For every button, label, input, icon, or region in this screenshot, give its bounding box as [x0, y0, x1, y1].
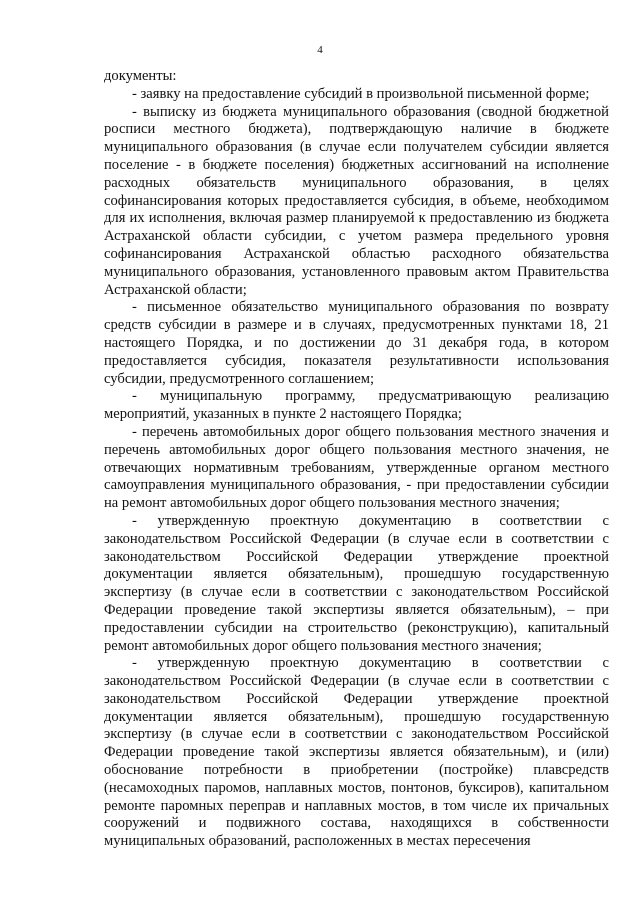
- list-item-project-documentation-ferries: - утвержденную проектную документацию в соответствии с законодательством Российской Федерации (в случае если в соответствии с законодательством Российской Федерации утверждение проектной документации является обязательным), прошедшую государственную экспертизу (в случае если в соответствии с законодательством Российской Федерации проведение такой экспертизы является обязательным), и (или) обоснование потребности в приобретении (постройке) плавсредств (несамоходных паромов, наплавных мостов, понтонов, буксиров), капитальном ремонте паромных переправ и наплавных мостов, в том числе их причальных сооружений и подвижного состава, находящихся в собственности муниципальных образований, расположенных в местах пересечения: [104, 655, 609, 850]
- document-body: [104, 68, 609, 851]
- list-item-road-lists: - перечень автомобильных дорог общего пользования местного значения и перечень автомобильных дорог общего пользования местного значения, не отвечающих нормативным требованиям, утвержденные органом местного самоуправления муниципального образования, - при предоставлении субсидии на ремонт автомобильных дорог общего пользования местного значения;: [104, 423, 609, 512]
- list-item-municipal-program: - муниципальную программу, предусматривающую реализацию мероприятий, указанных в пункте 2 настоящего Порядка;: [104, 388, 609, 423]
- page-number: 4: [317, 44, 323, 56]
- list-item-project-documentation-roads: - утвержденную проектную документацию в соответствии с законодательством Российской Федерации (в случае если в соответствии с законодательством Российской Федерации утверждение проектной документации является обязательным), прошедшую государственную экспертизу (в случае если в соответствии с законодательством Российской Федерации проведение такой экспертизы является обязательным), – при предоставлении субсидии на строительство (реконструкцию), капитальный ремонт автомобильных дорог общего пользования местного значения;: [104, 512, 609, 654]
- list-item-application: - заявку на предоставление субсидий в произвольной письменной форме;: [132, 85, 590, 102]
- paragraph-intro: документы:: [104, 68, 177, 84]
- list-item-budget-extract: - выписку из бюджета муниципального образования (сводной бюджетной росписи местного бюджета), подтверждающую наличие в бюджете муниципального образования (в случае если получателем субсидии является поселение - в бюджете поселения) бюджетных ассигнований на исполнение расходных обязательств муниципального образования, в целях софинансирования которых предоставляется субсидия, в объеме, необходимом для их исполнения, включая размер планируемой к предоставлению из бюджета Астраханской области субсидии, с учетом размера предельного уровня софинансирования Астраханской областью расходного обязательства муниципального образования, установленного правовым актом Правительства Астраханской области;: [104, 103, 609, 298]
- list-item-written-obligation: - письменное обязательство муниципального образования по возврату средств субсидии в размере и в случаях, предусмотренных пунктами 18, 21 настоящего Порядка, и по достижении до 31 декабря года, в котором предоставляется субсидия, показателя результативности использования субсидии, предусмотренного соглашением;: [104, 299, 609, 387]
